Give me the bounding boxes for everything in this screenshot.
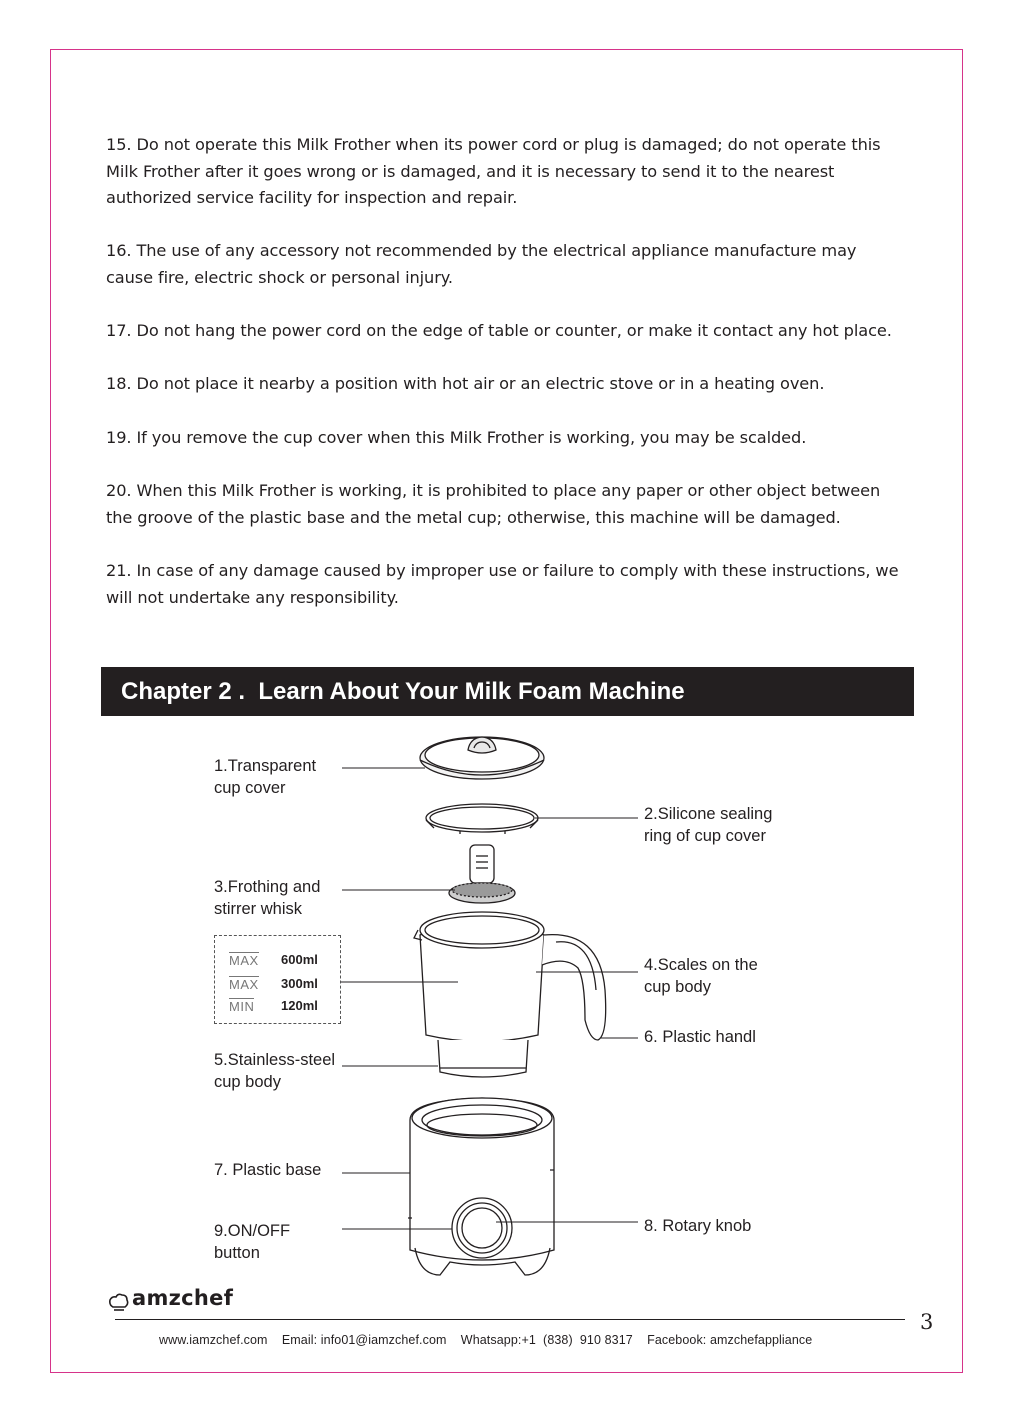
label-plastic-base: 7. Plastic base <box>214 1161 322 1179</box>
whisk-drawing <box>449 845 515 903</box>
cup-cover-drawing <box>420 737 544 779</box>
label-scales-on-cup-body: 4.Scales on the cup body <box>644 956 758 996</box>
instruction-16: 16. The use of any accessory not recommended by the electrical appliance manufacture may cause fire, electric shock or personal injury. <box>106 241 857 287</box>
chapter-title: Chapter 2 . Learn About Your Milk Foam Machine <box>121 678 685 705</box>
scale-volume: 300ml <box>281 976 318 991</box>
label-on-off-button: 9.ON/OFF button <box>214 1222 291 1262</box>
page-number: 3 <box>920 1310 934 1334</box>
label-transparent-cup-cover: 1.Transparent cup cover <box>214 757 317 797</box>
plastic-base-drawing <box>408 1098 554 1275</box>
instruction-15: 15. Do not operate this Milk Frother when its power cord or plug is damaged; do not operate this Milk Frother after it goes wrong or is damaged, and it is necessary to send it to the nearest authorized service facility for inspection and repair. <box>106 135 881 207</box>
sealing-ring-drawing <box>426 804 538 834</box>
scale-mark: MAX <box>229 953 259 968</box>
scale-volume: 120ml <box>281 998 318 1013</box>
label-stainless-steel-cup-body: 5.Stainless-steel cup body <box>214 1051 336 1091</box>
label-plastic-handle: 6. Plastic handl <box>644 1028 756 1046</box>
scale-volume: 600ml <box>281 952 318 967</box>
instruction-18: 18. Do not place it nearby a position with hot air or an electric stove or in a heating oven. <box>106 374 825 393</box>
label-silicone-sealing-ring: 2.Silicone sealing ring of cup cover <box>644 805 773 845</box>
footer-contacts: www.iamzchef.com Email: info01@iamzchef.com Whatsapp:+1 (838) 910 8317 Facebook: amzchefappliance <box>159 1333 813 1347</box>
instruction-19: 19. If you remove the cup cover when this Milk Frother is working, you may be scalded. <box>106 428 807 447</box>
instruction-21: 21. In case of any damage caused by improper use or failure to comply with these instructions, we will not undertake any responsibility. <box>106 561 899 607</box>
scale-row <box>229 974 339 994</box>
chef-hat-icon <box>108 1291 130 1313</box>
instruction-17: 17. Do not hang the power cord on the edge of table or counter, or make it contact any hot place. <box>106 321 892 340</box>
scale-mark: MIN <box>229 999 255 1014</box>
scale-row <box>229 996 339 1016</box>
brand-name: amzchef <box>132 1286 234 1310</box>
label-rotary-knob: 8. Rotary knob <box>644 1217 752 1235</box>
scales-legend <box>214 935 341 1024</box>
scale-row <box>229 950 339 970</box>
cup-body-drawing <box>414 912 606 1077</box>
scale-mark: MAX <box>229 977 259 992</box>
instruction-20: 20. When this Milk Frother is working, it is prohibited to place any paper or other object between the groove of the plastic base and the metal cup; otherwise, this machine will be damaged. <box>106 481 881 527</box>
footer-rule <box>115 1319 905 1320</box>
label-frothing-whisk: 3.Frothing and stirrer whisk <box>214 878 321 918</box>
